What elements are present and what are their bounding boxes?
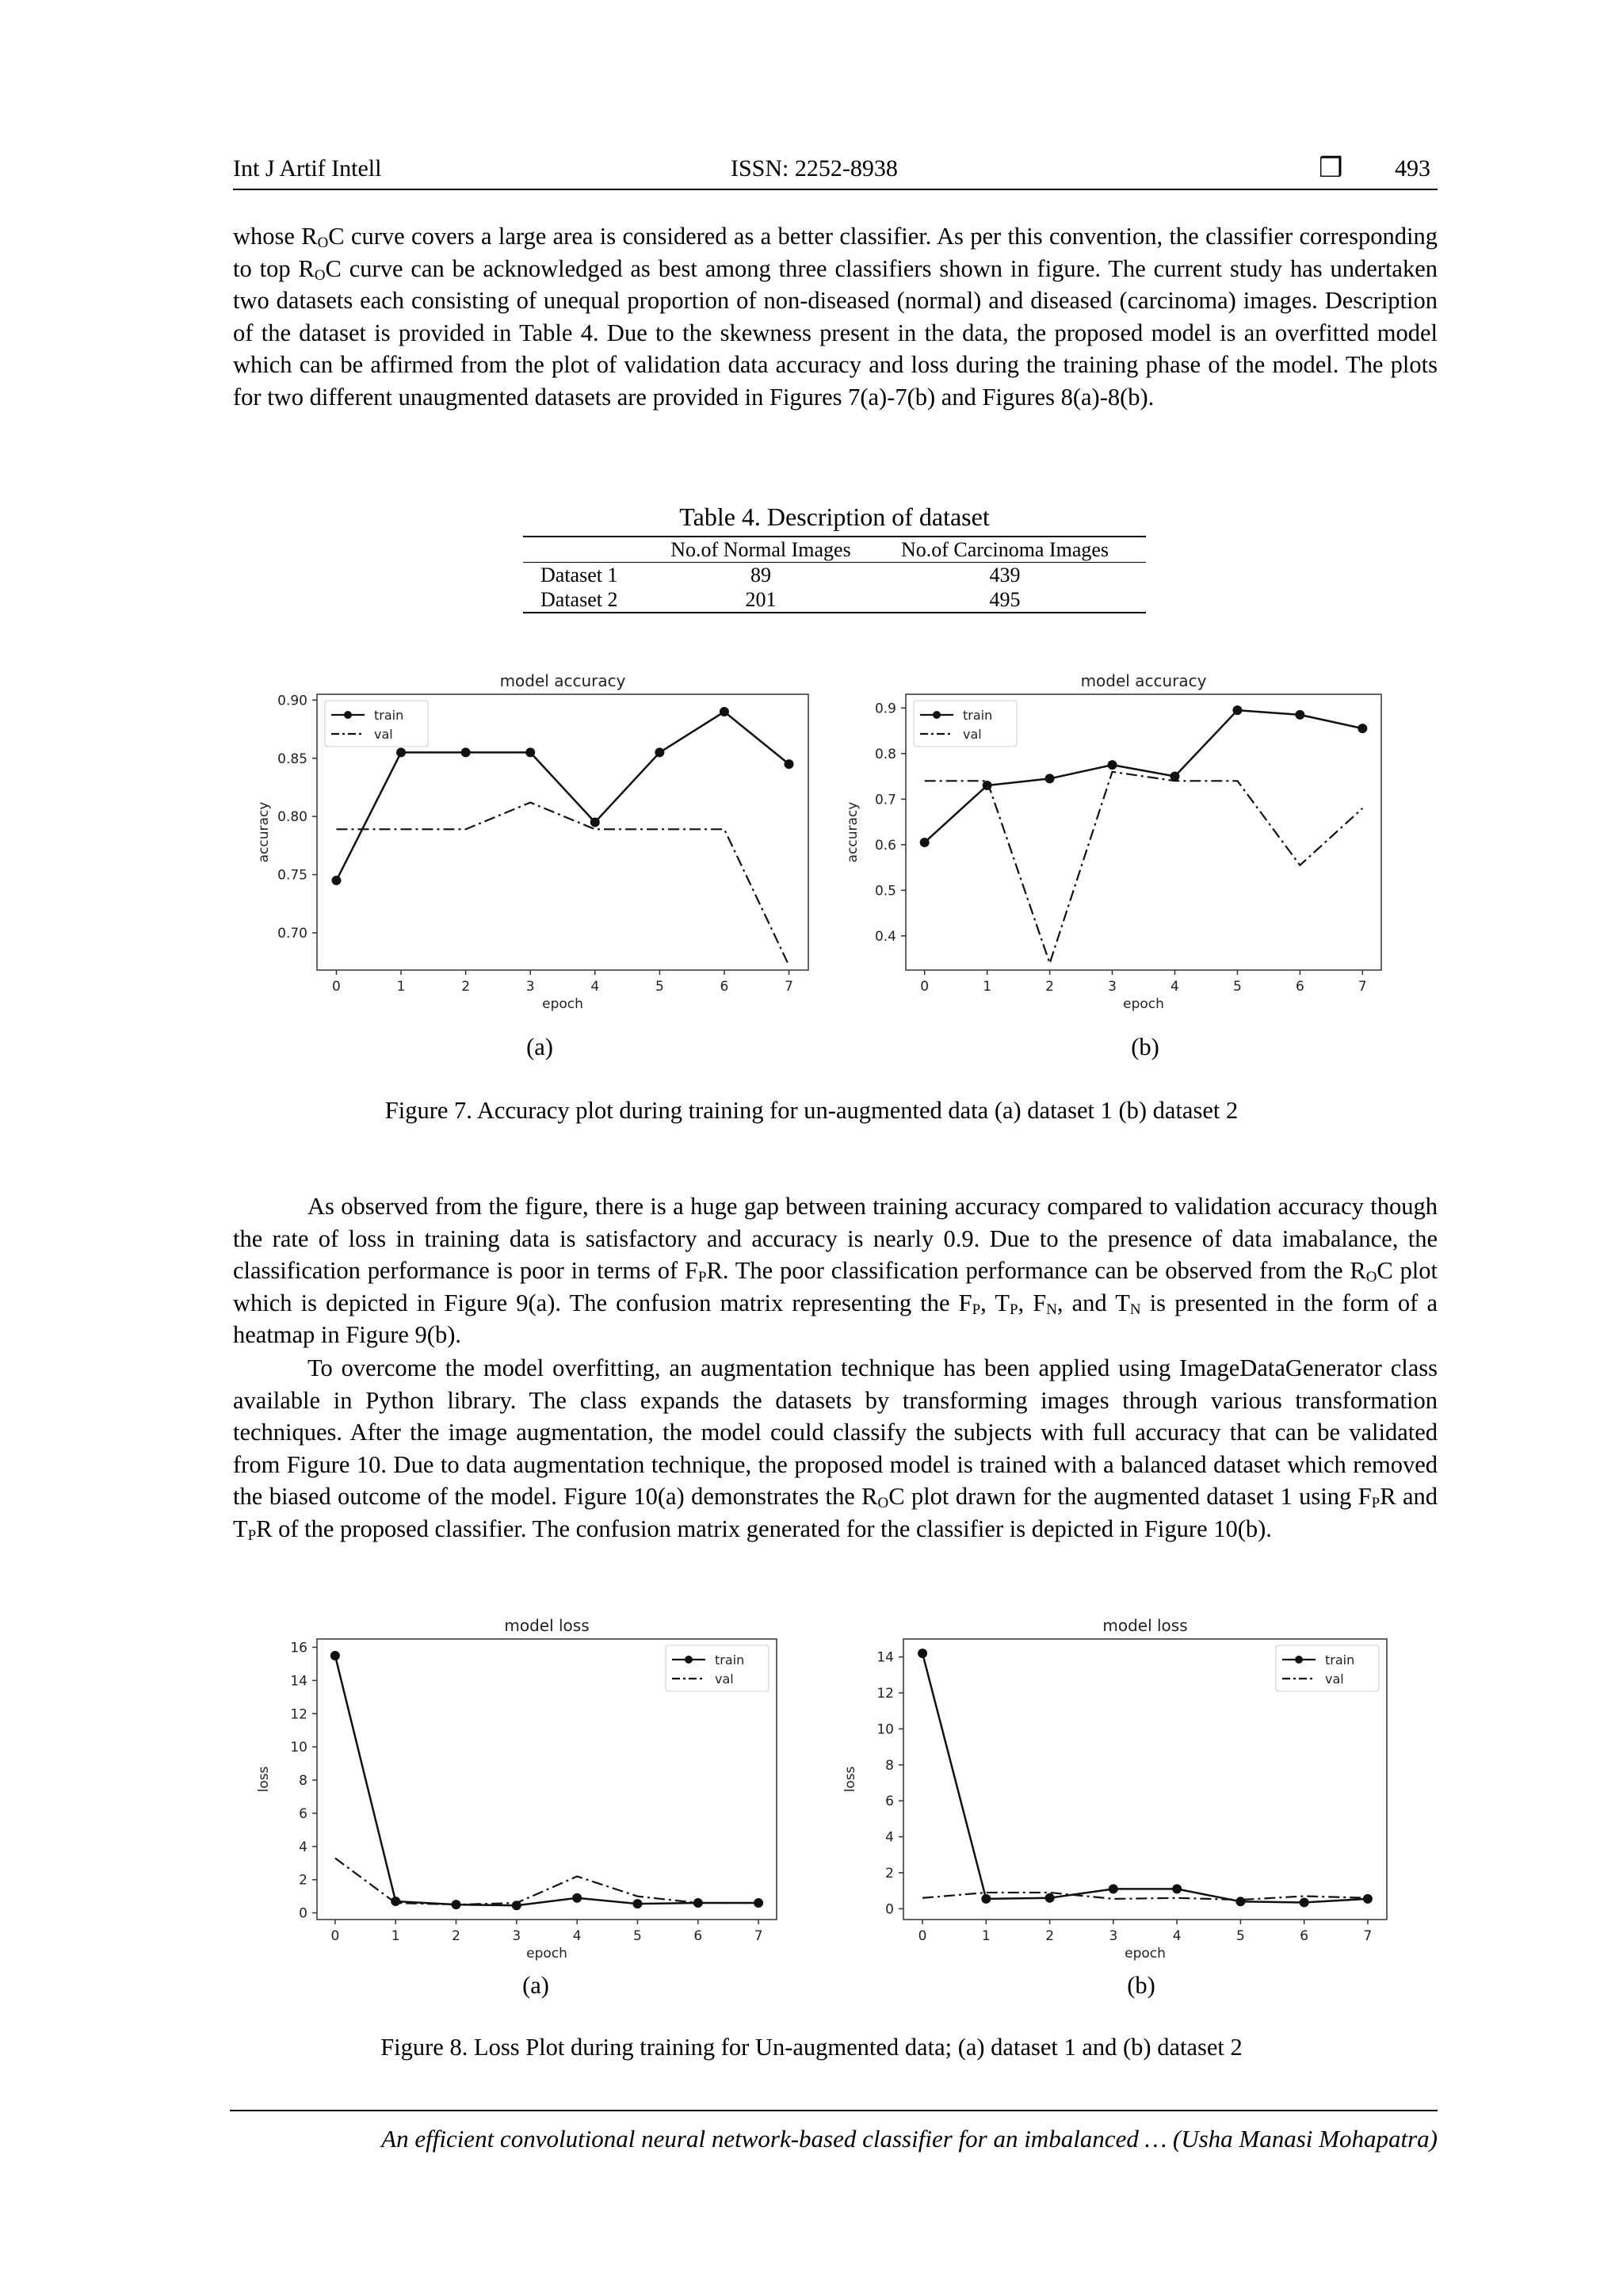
chart-fig7a	[238, 672, 840, 1037]
x-axis-label: epoch	[542, 996, 583, 1012]
data-point-train	[1108, 760, 1117, 770]
table-header-cell: No.of Carcinoma Images	[864, 537, 1146, 563]
x-tick-label: 0	[918, 1928, 927, 1944]
data-point-train	[525, 747, 535, 757]
x-tick-label: 3	[525, 979, 535, 995]
x-tick-label: 1	[396, 979, 406, 995]
data-point-train	[1172, 1884, 1182, 1893]
x-tick-label: 5	[1235, 1928, 1245, 1944]
y-axis-label: accuracy	[845, 801, 861, 863]
box-icon: ❒	[1319, 154, 1343, 183]
legend-label: val	[1325, 1671, 1344, 1687]
x-tick-label: 6	[693, 1928, 703, 1944]
x-tick-label: 2	[1045, 979, 1054, 995]
y-tick-label: 4	[885, 1829, 894, 1846]
y-tick-label: 0.5	[874, 883, 896, 900]
figure7-caption: Figure 7. Accuracy plot during training for un-augmented data (a) dataset 1 (b) dataset 2	[384, 1097, 1239, 1124]
dataset-table	[523, 536, 1146, 613]
chart-fig8a	[256, 1616, 808, 1981]
data-point-train	[1045, 1893, 1055, 1903]
x-tick-label: 1	[983, 979, 992, 995]
table-header-row	[523, 537, 1146, 563]
data-point-train	[1300, 1897, 1309, 1907]
y-tick-label: 8	[299, 1773, 307, 1790]
x-tick-label: 7	[1358, 979, 1367, 995]
table-cell: Dataset 1	[540, 563, 618, 586]
x-tick-label: 7	[785, 979, 793, 995]
x-tick-label: 4	[1172, 1928, 1182, 1944]
x-tick-label: 3	[512, 1928, 521, 1944]
figure7-label-b: (b)	[1131, 1033, 1159, 1060]
x-tick-label: 3	[1109, 1928, 1118, 1944]
table-cell: 201	[658, 587, 864, 613]
chart-title: model accuracy	[499, 671, 626, 690]
y-tick-label: 0.90	[277, 693, 307, 709]
data-point-train	[720, 707, 729, 716]
data-point-train	[1045, 774, 1055, 783]
x-tick-label: 7	[1363, 1928, 1373, 1944]
x-tick-label: 2	[461, 979, 471, 995]
data-point-train	[1109, 1884, 1118, 1893]
data-point-train	[331, 876, 341, 885]
x-tick-label: 5	[655, 979, 664, 995]
table-cell: 439	[989, 563, 1021, 586]
x-tick-label: 0	[332, 979, 341, 995]
y-axis-label: loss	[256, 1766, 272, 1793]
legend-marker-train	[933, 711, 941, 719]
legend-marker-train	[685, 1656, 693, 1664]
data-point-train	[632, 1899, 642, 1908]
paragraph-2: As observed from the figure, there is a huge gap between training accuracy compared to validation accuracy though the rate of loss in training data is satisfactory and accuracy is nearly 0.9. Due to the presence of data imabalance, the classification performance is poor in terms of $F_PR$. The poor classification performance can be observed from the $R_OC$ plot which is depicted in Figure 9(a). The confusion matrix representing the $F_P$, $T_P$, $F_N$, and $T_N$ is presented in the form of a heatmap in Figure 9(b).	[233, 1193, 1438, 1348]
x-axis-label: epoch	[526, 1946, 567, 1962]
x-axis-label: epoch	[1123, 996, 1164, 1012]
table-row	[523, 587, 1146, 613]
data-point-train	[1363, 1894, 1373, 1904]
footer-text: An efficient convolutional neural network-based classifier for an imbalanced … (Usha Manasi Mohapatra)	[381, 2125, 1438, 2153]
footer-rule	[230, 2110, 1438, 2111]
x-tick-label: 6	[720, 979, 729, 995]
legend-label: train	[1325, 1652, 1355, 1668]
data-point-train	[981, 1894, 991, 1904]
x-tick-label: 0	[330, 1928, 340, 1944]
y-tick-label: 16	[290, 1640, 307, 1656]
issn: ISSN: 2252-8938	[731, 155, 898, 181]
header-rule	[233, 189, 1438, 190]
y-tick-label: 0.7	[874, 792, 896, 808]
series-line-val	[925, 772, 1363, 964]
x-tick-label: 4	[1170, 979, 1179, 995]
y-tick-label: 0	[299, 1905, 307, 1922]
table-cell: 495	[864, 587, 1146, 613]
x-tick-label: 6	[1295, 979, 1304, 995]
legend-label: train	[374, 708, 404, 723]
table-header-cell	[523, 537, 658, 563]
y-tick-label: 0	[885, 1901, 894, 1918]
figure8-label-a: (a)	[522, 1972, 549, 1999]
x-tick-label: 5	[633, 1928, 642, 1944]
series-line-train	[335, 1656, 758, 1905]
paragraph-1: whose $R_OC$ curve covers a large area is considered as a better classifier. As per this convention, the classifier corresponding to top $R_OC$ curve can be acknowledged as best among three classifiers shown in figure. The current study has undertaken two datasets each consisting of unequal proportion of non-diseased (normal) and diseased (carcinoma) images. Description of the dataset is provided in Table 4. Due to the skewness present in the data, the proposed model is an overfitted model which can be affirmed from the plot of validation data accuracy and loss during the training phase of the model. The plots for two different unaugmented datasets are provided in Figures 7(a)-7(b) and Figures 8(a)-8(b).	[233, 223, 1438, 411]
y-tick-label: 0.85	[277, 751, 307, 767]
legend-marker-train	[1295, 1656, 1303, 1664]
y-tick-label: 2	[299, 1872, 307, 1889]
data-point-train	[396, 747, 406, 757]
legend-marker-train	[344, 711, 352, 719]
data-point-train	[572, 1893, 582, 1903]
legend-label: train	[963, 708, 993, 723]
y-tick-label: 0.70	[277, 926, 307, 942]
x-tick-label: 5	[1233, 979, 1242, 995]
y-axis-label: loss	[842, 1766, 858, 1793]
y-tick-label: 2	[885, 1866, 894, 1881]
y-tick-label: 0.9	[874, 701, 896, 717]
y-tick-label: 12	[876, 1686, 894, 1702]
y-tick-label: 0.75	[277, 867, 307, 884]
data-point-train	[1295, 710, 1304, 720]
x-tick-label: 6	[1300, 1928, 1309, 1944]
y-tick-label: 6	[885, 1794, 894, 1810]
chart-fig8b	[840, 1617, 1419, 1981]
x-axis-label: epoch	[1125, 1946, 1166, 1962]
chart-title: model loss	[504, 1616, 590, 1635]
y-tick-label: 12	[290, 1706, 307, 1723]
chart-title: model loss	[1102, 1616, 1188, 1635]
data-point-train	[918, 1648, 927, 1658]
table-cell: Dataset 2	[523, 587, 658, 613]
y-tick-label: 0.4	[874, 928, 896, 945]
data-point-train	[461, 747, 471, 757]
y-tick-label: 14	[290, 1673, 307, 1690]
data-point-train	[1358, 724, 1367, 733]
data-point-train	[1232, 705, 1242, 715]
y-tick-label: 10	[876, 1721, 894, 1738]
legend-label: val	[374, 727, 393, 742]
y-tick-label: 10	[290, 1740, 307, 1756]
data-point-train	[920, 838, 930, 847]
figure7-label-a: (a)	[526, 1033, 553, 1060]
figure8-caption: Figure 8. Loss Plot during training for Un-augmented data; (a) dataset 1 and (b) dataset 2	[380, 2034, 1243, 2061]
figure8-label-b: (b)	[1127, 1972, 1155, 1999]
y-tick-label: 8	[885, 1757, 894, 1774]
legend-label: val	[715, 1671, 734, 1687]
x-tick-label: 1	[981, 1928, 991, 1944]
chart-title: model accuracy	[1080, 671, 1207, 690]
data-point-train	[1235, 1897, 1245, 1906]
x-tick-label: 7	[754, 1928, 763, 1944]
x-tick-label: 4	[572, 1928, 582, 1944]
table-header-cell: No.of Normal Images	[658, 537, 864, 563]
legend-label: train	[715, 1652, 745, 1668]
y-tick-label: 6	[299, 1805, 307, 1822]
table-row	[523, 563, 1146, 588]
x-tick-label: 2	[1045, 1928, 1055, 1944]
series-line-val	[336, 803, 789, 966]
x-tick-label: 3	[1108, 979, 1117, 995]
table-caption: Table 4. Description of dataset	[679, 502, 990, 531]
data-point-train	[785, 759, 794, 769]
y-tick-label: 4	[299, 1839, 307, 1855]
x-tick-label: 4	[590, 979, 600, 995]
x-tick-label: 0	[920, 979, 930, 995]
data-point-train	[590, 818, 600, 827]
chart-fig7b	[842, 672, 1413, 1037]
y-tick-label: 14	[876, 1649, 894, 1666]
page-number: 493	[1395, 155, 1430, 181]
y-axis-label: accuracy	[256, 801, 272, 863]
data-point-train	[655, 747, 664, 757]
journal-name: Int J Artif Intell	[233, 155, 382, 181]
x-tick-label: 1	[391, 1928, 400, 1944]
y-tick-label: 0.80	[277, 809, 307, 826]
table-cell: 89	[750, 563, 771, 586]
legend-label: val	[963, 727, 982, 742]
x-tick-label: 2	[452, 1928, 460, 1944]
y-tick-label: 0.6	[874, 837, 896, 854]
y-tick-label: 0.8	[874, 746, 896, 762]
paragraph-3: To overcome the model overfitting, an augmentation technique has been applied using ImageDataGenerator class available in Python library. The class expands the datasets by transforming images through various transformation techniques. After the image augmentation, the model could classify the subjects with full accuracy that can be validated from Figure 10. Due to data augmentation technique, the proposed model is trained with a balanced dataset which removed the biased outcome of the model. Figure 10(a) demonstrates the $R_OC$ plot drawn for the augmented dataset 1 using $F_PR$ and $T_PR$ of the proposed classifier. The confusion matrix generated for the classifier is depicted in Figure 10(b).	[233, 1354, 1438, 1544]
data-point-train	[330, 1651, 340, 1660]
